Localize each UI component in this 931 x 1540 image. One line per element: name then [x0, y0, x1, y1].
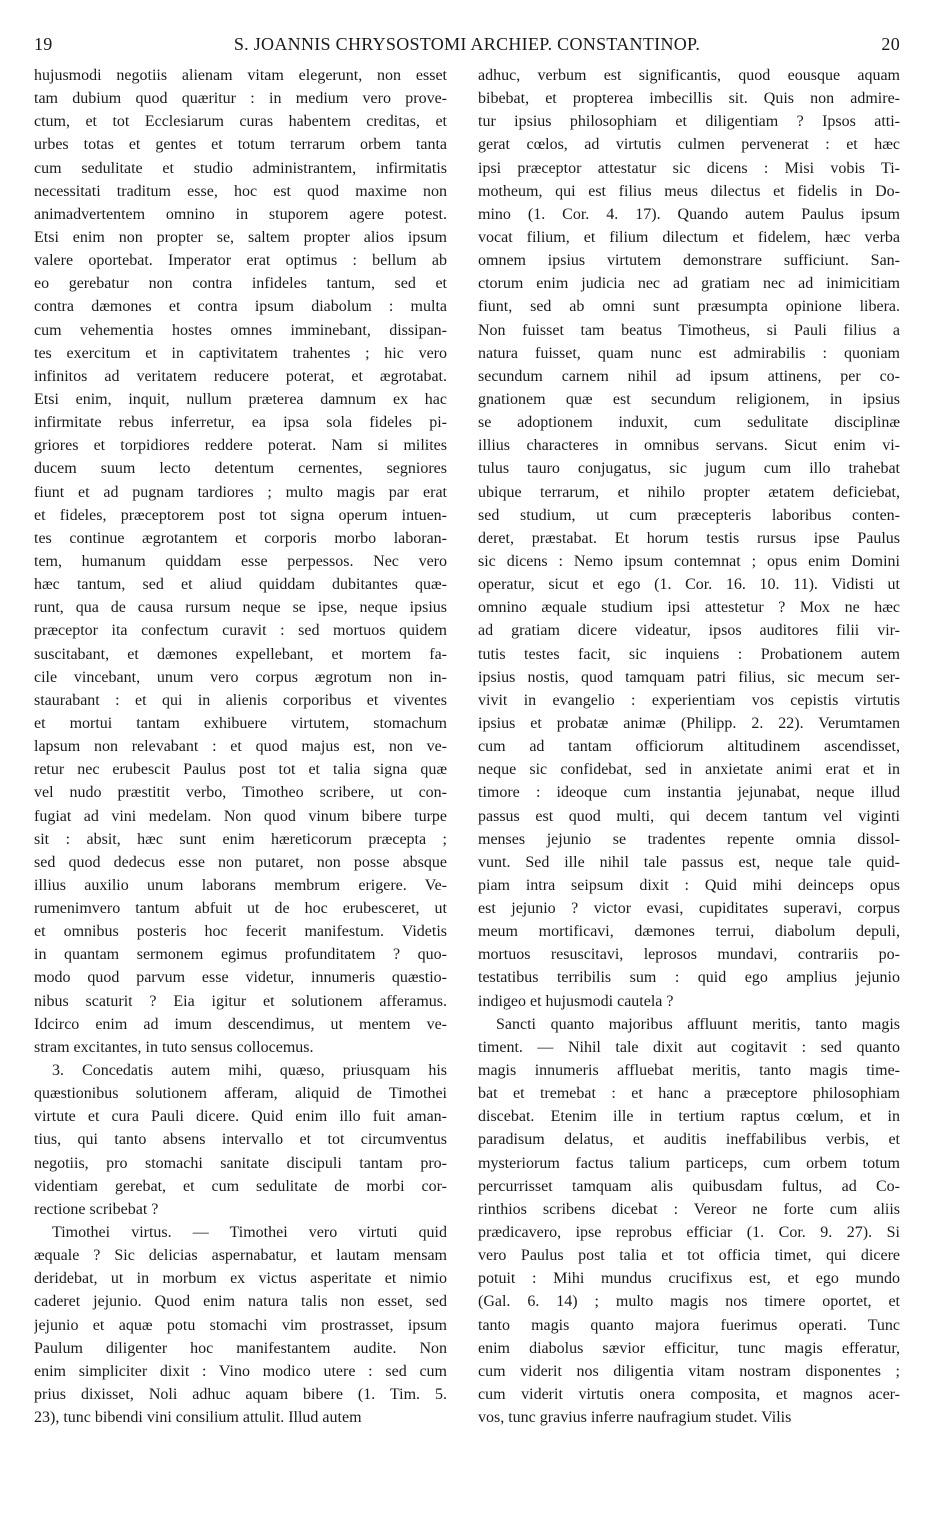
left-column-text-line: Etsi enim non propter se, saltem propter alios ipsum	[34, 228, 447, 246]
right-column-text-line: vocat filium, et filium dilectum et fidelem, hæc verba	[478, 228, 900, 246]
left-column-text-line: Paulum diligenter hoc manifestantem audite. Non	[34, 1339, 447, 1357]
right-column-text-line: enim diabolus sævior efficitur, tunc magis efferatur,	[478, 1339, 900, 1357]
right-column-text-line: deret, præstabat. Et horum testis rursus ipse Paulus	[478, 529, 900, 547]
left-column-text-line: ducem suum lecto detentum cernentes, segniores	[34, 460, 447, 478]
right-column-text-line: cum ad tantam officiorum altitudinem ascendisset,	[478, 738, 900, 756]
right-column-text-line: ad gratiam dicere videatur, ipsos auditores filii vir-	[478, 622, 900, 640]
left-column-text-line: nibus scaturit ? Eia igitur et solutionem afferamus.	[34, 992, 447, 1010]
right-column-text-line: tur ipsius philosophiam et diligentiam ? Ipsos atti-	[478, 113, 900, 131]
right-column-text-line: tutis testes facit, sic inquiens : Probationem autem	[478, 645, 900, 663]
right-column-text-line: rinthios scribens dicebat : Vereor ne forte cum aliis	[478, 1200, 900, 1218]
right-column-text-line: secundum carnem nihil ad ipsum attinens, per co-	[478, 367, 900, 385]
right-column	[478, 64, 900, 1429]
right-column-text-line: sic dicens : Nemo ipsum contemnat ; opus enim Domini	[478, 552, 900, 570]
right-column-text-line: testatibus terribilis sum : quid ego amplius jejunio	[478, 969, 900, 987]
left-column-text-line: virtute et cura Pauli dicere. Quid enim illo fuit aman-	[34, 1108, 447, 1126]
right-column-text-line: tulus tauro conjugatus, sic jugum cum illo trahebat	[478, 460, 900, 478]
left-column-text-line: in quantam sermonem egimus profunditatem ? quo-	[34, 946, 447, 964]
right-column-text-line: cum viderit nos diligentia vitam nostram disponentes ;	[478, 1362, 900, 1380]
right-column-text-line: omnem ipsius virtutem demonstrare sufficiunt. San-	[478, 252, 900, 270]
left-column-text-line: retur nec erubescit Paulus post tot et talia signa quæ	[34, 761, 447, 779]
left-column-text-line: cile vincebant, unum vero corpus ægrotum non in-	[34, 668, 447, 686]
right-column-text-line: (Gal. 6. 14) ; multo magis nos timere oportet, et	[478, 1293, 900, 1311]
right-column-text-line: ipsi præceptor attestatur sic dicens : Misi vobis Ti-	[478, 159, 900, 177]
left-column-text-line: necessitati traditum esse, hoc est quod maxime non	[34, 182, 447, 200]
right-column-text-line: motheum, qui est filius meus dilectus et fidelis in Do-	[478, 182, 900, 200]
left-column-text-line: hæc tantum, sed et aliud quiddam dubitantes quæ-	[34, 576, 447, 594]
right-column-text-line: illius characteres in omnibus servans. Sicut enim vi-	[478, 437, 900, 455]
right-column-text-line: mortuos resuscitavi, leprosos mundavi, contrariis po-	[478, 946, 900, 964]
right-column-text-line: gnationem quæ est secundum religionem, in ipsius	[478, 390, 900, 408]
left-column-text-line: valere oportebat. Imperator erat optimus : bellum ab	[34, 252, 447, 270]
right-column-text-line: vunt. Sed ille nihil tale passus est, neque tale quid-	[478, 853, 900, 871]
left-column-text-line: et omnibus posteris hoc fecerit manifestum. Videtis	[34, 923, 447, 941]
left-column-text-line: 3. Concedatis autem mihi, quæso, priusquam his	[52, 1062, 447, 1080]
right-column-text-line: meum mortificavi, dæmones terrui, diabolum depuli,	[478, 923, 900, 941]
left-column-text-line: lapsum non relevabant : et quod majus est, non ve-	[34, 738, 447, 756]
right-column-text-line: tanto magis quanto majora fuerimus operati. Tunc	[478, 1316, 900, 1334]
left-column-text-line: contra dæmones et contra ipsum diabolum : multa	[34, 298, 447, 316]
right-column-text-line: ipsius nostis, quod tamquam patri filius, sic mecum ser-	[478, 668, 900, 686]
right-column-text-line: passus est quod multi, qui decem tantum vel viginti	[478, 807, 900, 825]
left-column-text-line: animadvertentem omnino in stuporem agere potest.	[34, 205, 447, 223]
right-column-text-line: indigeo et hujusmodi cautela ?	[478, 992, 674, 1010]
right-column-text-line: timent. — Nihil tale dixit aut cogitavit : sed quanto	[478, 1038, 900, 1056]
page-number-right: 20	[881, 34, 900, 54]
right-column-text-line: paradisum delatus, et auditis ineffabilibus verbis, et	[478, 1131, 900, 1149]
left-column-text-line: cum sedulitate et studio administrantem, infirmitatis	[34, 159, 447, 177]
running-title: S. JOANNIS CHRYSOSTOMI ARCHIEP. CONSTANTINOP.	[233, 34, 701, 54]
left-column-text-line: fiunt et ad pugnam tardiores ; multo magis par erat	[34, 483, 447, 501]
left-column-text-line: Etsi enim, inquit, nullum præterea damnum ex hac	[34, 390, 447, 408]
left-column-text-line: sed quod dedecus esse non putaret, non posse absque	[34, 853, 447, 871]
left-column-text-line: videntiam gerebat, et cum sedulitate de morbi cor-	[34, 1177, 447, 1195]
left-column-text-line: eo gerebatur non contra infideles tantum, sed et	[34, 275, 447, 293]
left-column-text-line: 23), tunc bibendi vini consilium attulit. Illud autem	[34, 1409, 362, 1427]
right-column-text-line: piam intra seipsum dixit : Quid mihi deinceps opus	[478, 876, 900, 894]
left-column-text-line: jejunio et aquæ potu stomachi vim prostrasset, ipsum	[34, 1316, 447, 1334]
right-column-text-line: omnino æquale studium ipsi attestetur ? Mox ne hæc	[478, 599, 900, 617]
page-number-left: 19	[34, 34, 53, 54]
left-column-text-line: rumenimvero tantum abfuit ut de hoc erubesceret, ut	[34, 900, 447, 918]
right-column-text-line: cum viderit virtutis onera composita, et magnos acer-	[478, 1386, 900, 1404]
right-column-text-line: adhuc, verbum est significantis, quod eousque aquam	[478, 67, 900, 84]
left-column-text-line: hujusmodi negotiis alienam vitam elegerunt, non esset	[34, 67, 447, 84]
right-column-text-line: est jejunio ? victor evasi, cupiditates superavi, corpus	[478, 900, 900, 918]
right-column-text-line: operatur, sicut et ego (1. Cor. 16. 10. 11). Vidisti ut	[478, 576, 900, 594]
left-column-text-line: tius, qui tanto absens intervallo et tot circumventus	[34, 1131, 447, 1149]
left-column-text-line: fugiat ad vini medelam. Non quod vinum bibere turpe	[34, 807, 447, 825]
left-column-text-line: urbes totas et gentes et totum terrarum orbem tanta	[34, 136, 447, 154]
right-column-text-line: se adoptionem induxit, cum sedulitate disciplinæ	[478, 414, 900, 432]
right-column-text-line: ctorum enim judicia nec ad gratiam nec ad inimicitiam	[478, 275, 900, 293]
left-column-text-line: tes continue ægrotantem et corporis morbo laboran-	[34, 529, 447, 547]
left-column-text-line: rectione scribebat ?	[34, 1200, 159, 1218]
right-column-text-line: menses jejunio se tradentes repente omnia dissol-	[478, 830, 900, 848]
left-column-text-line: enim simpliciter dixit : Vino modico utere : sed cum	[34, 1362, 447, 1380]
left-column-text-line: illius auxilio unum laborans membrum erigere. Ve-	[34, 876, 447, 894]
right-column-text-line: prædicavero, ipse reprobus efficiar (1. Cor. 9. 27). Si	[478, 1224, 900, 1242]
left-column-text-line: staurabant : et qui in alienis corporibus et viventes	[34, 691, 447, 709]
right-column-text-line: ubique terrarum, et nihilo propter ætatem deficiebat,	[478, 483, 900, 501]
left-column-text-line: infirmitate rebus inferretur, ea ipsa sola fideles pi-	[34, 414, 447, 432]
left-column	[34, 64, 447, 1429]
left-column-text-line: runt, qua de causa rursum neque se ipse, neque ipsius	[34, 599, 447, 617]
right-column-text-line: mino (1. Cor. 4. 17). Quando autem Paulus ipsum	[478, 205, 900, 223]
right-column-text-line: potuit : Mihi mundus crucifixus est, et ego mundo	[478, 1270, 900, 1288]
left-column-text-line: Idcirco enim ad imum descendimus, ut mentem ve-	[34, 1015, 447, 1033]
right-column-text-line: gerat cœlos, ad virtutis culmen pervenerat : et hæc	[478, 136, 900, 154]
right-column-text-line: bat et tremebat : et hanc a præceptore philosophiam	[478, 1085, 900, 1103]
right-column-text-line: fiunt, sed ab omni sunt præsumpta opinione libera.	[478, 298, 900, 316]
right-column-text-line: percurrisset tamquam alis quibusdam fultus, ad Co-	[478, 1177, 900, 1195]
right-column-text-line: Sancti quanto majoribus affluunt meritis, tanto magis	[496, 1015, 900, 1033]
right-column-text-line: Non fuisset tam beatus Timotheus, si Pauli filius a	[478, 321, 900, 339]
left-column-text-line: et mortui tantam exhibuere virtutem, stomachum	[34, 714, 447, 732]
left-column-text-line: prius dixisset, Noli adhuc aquam bibere (1. Tim. 5.	[34, 1386, 447, 1404]
right-column-text-line: sed studium, ut cum præcepteris laboribus conten-	[478, 506, 900, 524]
right-column-text-line: neque sic confidebat, sed in anxietate animi erat et in	[478, 761, 900, 779]
left-column-text-line: et fideles, præceptorem post tot signa operum intuen-	[34, 506, 447, 524]
left-column-text-line: griores et torpidiores reddere poterat. Nam si milites	[34, 437, 447, 455]
left-column-text-line: suscitabant, et dæmones expellebant, et mortem fa-	[34, 645, 447, 663]
left-column-text-line: tem, humanum quiddam esse perpessos. Nec vero	[34, 552, 447, 570]
left-column-text-line: vel nudo præstitit verbo, Timotheo scribere, ut con-	[34, 784, 447, 802]
right-column-text-line: vivit in evangelio : experientiam vos cepistis virtutis	[478, 691, 900, 709]
left-column-text-line: tam dubium quod quæritur : in medium vero prove-	[34, 90, 447, 108]
left-column-text-line: stram excitantes, in tuto sensus collocemus.	[34, 1038, 314, 1056]
left-column-text-line: tes exercitum et in captivitatem trahentes ; hic vero	[34, 344, 447, 362]
left-column-text-line: deridebat, ut in morbum ex victus asperitate et nimio	[34, 1270, 447, 1288]
right-column-text-line: bibebat, et propterea imbecillis sit. Quis non admire-	[478, 90, 900, 108]
left-column-text-line: Timothei virtus. — Timothei vero virtuti quid	[52, 1224, 447, 1242]
left-column-text-line: præceptor ita confectum curavit : sed mortuos quidem	[34, 622, 447, 640]
left-column-text-line: cum vehementia hostes omnes imminebant, dissipan-	[34, 321, 447, 339]
left-column-text-line: caderet jejunio. Quod enim natura talis non esset, sed	[34, 1293, 447, 1311]
right-column-text-line: timore : ideoque cum instantia jejunabat, neque illud	[478, 784, 900, 802]
left-column-text-line: infinitos ad veritatem reducere poterat, et ægrotabat.	[34, 367, 447, 385]
right-column-text-line: vero Paulus post talia et tot officia timet, qui dicere	[478, 1247, 900, 1265]
right-column-text-line: ipsius et probatæ animæ (Philipp. 2. 22). Verumtamen	[478, 714, 900, 732]
left-column-text-line: negotiis, pro stomachi sanitate discipuli tantam pro-	[34, 1154, 447, 1172]
right-column-text-line: discebat. Etenim ille in tertium raptus cœlum, et in	[478, 1108, 900, 1126]
left-column-text-line: quæstionibus solutionem afferam, aliquid de Timothei	[34, 1085, 447, 1103]
left-column-text-line: ctum, et tot Ecclesiarum curas habentem creditas, et	[34, 113, 447, 131]
left-column-text-line: sit : absit, hæc sunt enim hæreticorum præcepta ;	[34, 830, 447, 848]
left-column-text-line: æquale ? Sic delicias aspernabatur, et lautam mensam	[34, 1247, 447, 1265]
left-column-text-line: modo quod parvum esse videtur, innumeris quæstio-	[34, 969, 447, 987]
running-header	[34, 34, 900, 56]
right-column-text-line: mysteriorum factus talium particeps, cum orbem totum	[478, 1154, 900, 1172]
right-column-text-line: magis innumeris affluebat meritis, tanto magis time-	[478, 1062, 900, 1080]
right-column-text-line: natura fuisset, quam nunc est admirabilis : quoniam	[478, 344, 900, 362]
right-column-text-line: vos, tunc gravius inferre naufragium studet. Vilis	[478, 1409, 792, 1427]
